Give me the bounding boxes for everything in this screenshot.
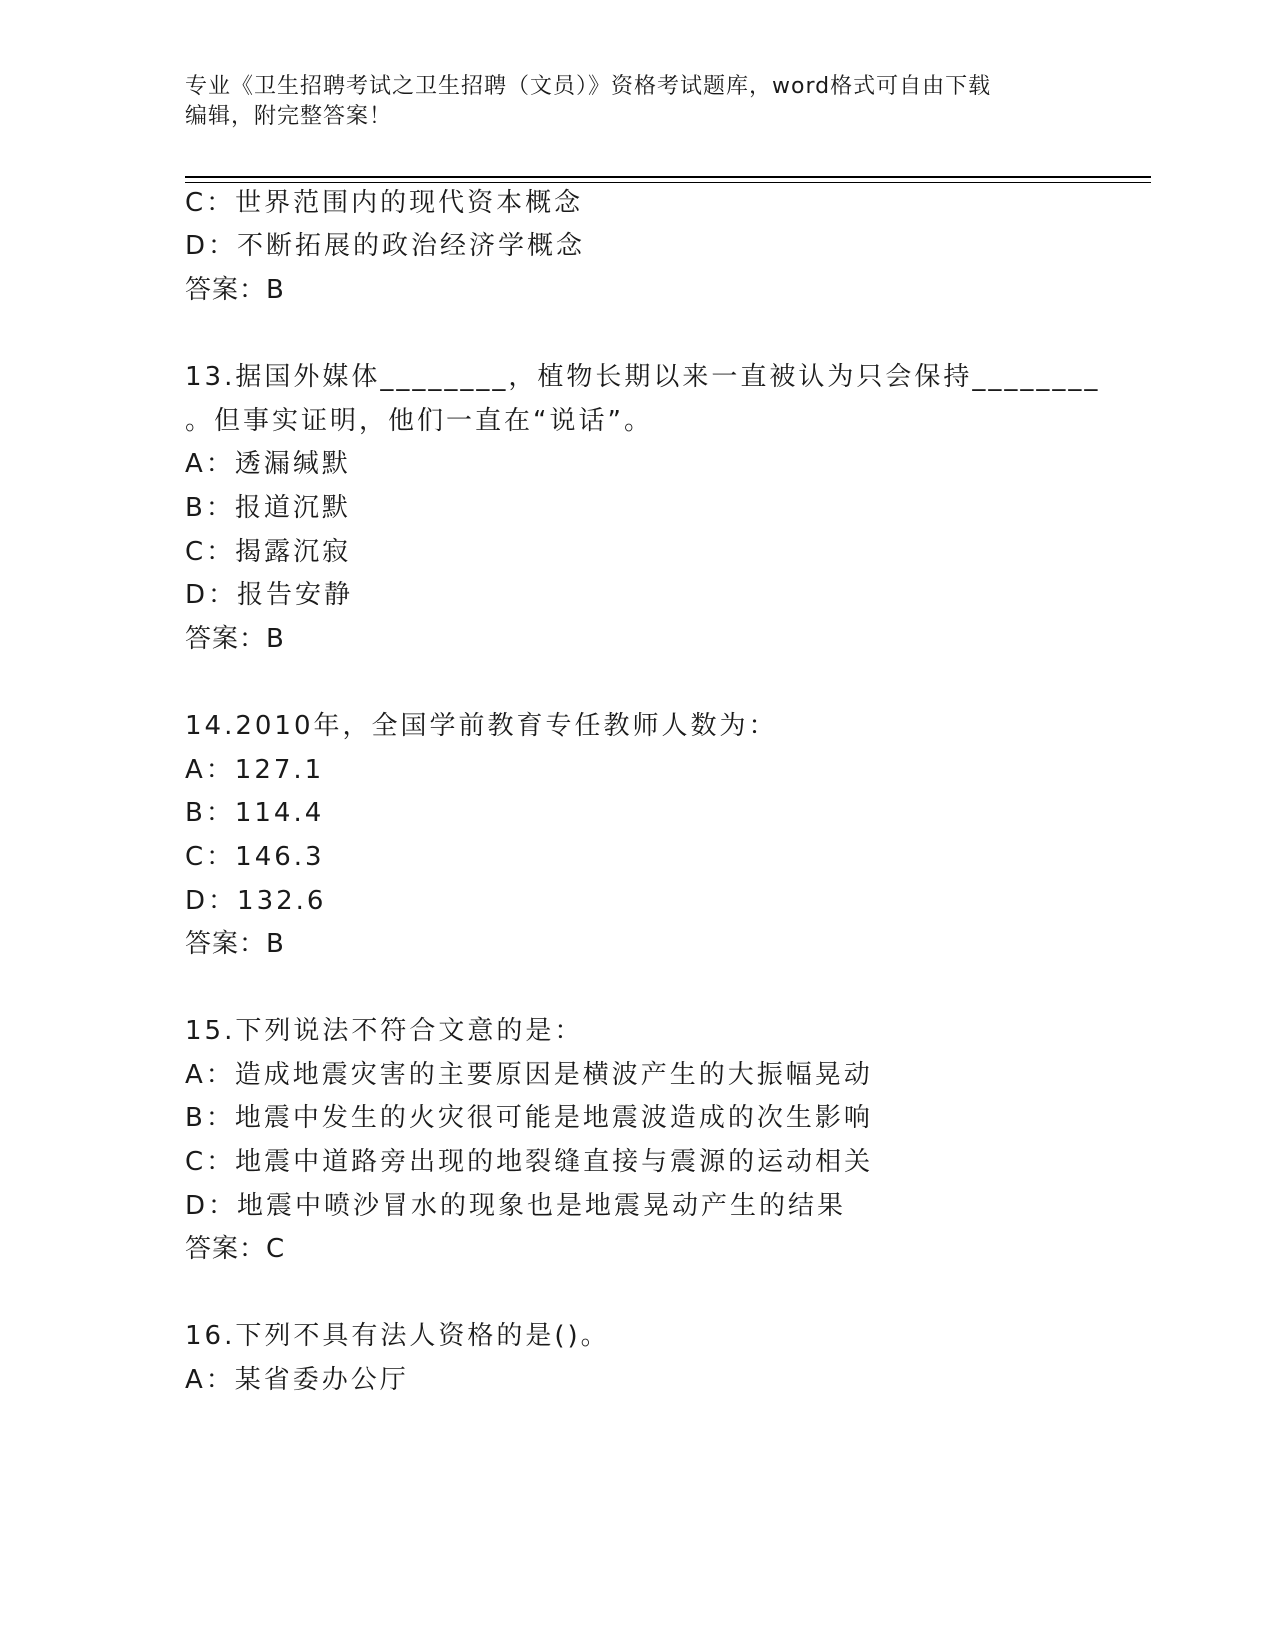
option-d: D：地震中喷沙冒水的现象也是地震晃动产生的结果 <box>185 1191 847 1221</box>
header-divider-thin <box>185 182 1151 183</box>
question-stem: 14.2010年，全国学前教育专任教师人数为： <box>185 711 778 741</box>
question-stem: 15.下列说法不符合文意的是： <box>185 1016 584 1046</box>
question-stem: 16.下列不具有法人资格的是()。 <box>185 1321 610 1351</box>
question-stem-continued: 。但事实证明，他们一直在“说话”。 <box>185 406 653 436</box>
option-c: C：世界范围内的现代资本概念 <box>185 188 584 218</box>
option-d: D：不断拓展的政治经济学概念 <box>185 231 586 261</box>
header-line-2: 编辑，附完整答案！ <box>185 104 393 129</box>
answer-line: 答案：B <box>185 624 285 654</box>
option-d: D：132.6 <box>185 886 327 916</box>
header-divider-thick <box>185 176 1151 178</box>
question-stem: 13.据国外媒体________，植物长期以来一直被认为只会保持________ <box>185 362 1101 392</box>
option-a: A：127.1 <box>185 755 325 785</box>
option-d: D：报告安静 <box>185 580 354 610</box>
header-line-1: 专业《卫生招聘考试之卫生招聘（文员）》资格考试题库，word格式可自由下载 <box>185 74 992 99</box>
answer-line: 答案：C <box>185 1234 286 1264</box>
option-b: B：地震中发生的火灾很可能是地震波造成的次生影响 <box>185 1103 873 1133</box>
option-c: C：揭露沉寂 <box>185 537 352 567</box>
document-header <box>185 72 1085 132</box>
option-c: C：地震中道路旁出现的地裂缝直接与震源的运动相关 <box>185 1147 874 1177</box>
option-a: A：透漏缄默 <box>185 449 351 479</box>
option-c: C：146.3 <box>185 842 325 872</box>
option-a: A：某省委办公厅 <box>185 1365 409 1395</box>
option-a: A：造成地震灾害的主要原因是横波产生的大振幅晃动 <box>185 1060 873 1090</box>
option-b: B：114.4 <box>185 798 325 828</box>
answer-line: 答案：B <box>185 275 285 305</box>
option-b: B：报道沉默 <box>185 493 351 523</box>
answer-line: 答案：B <box>185 929 285 959</box>
